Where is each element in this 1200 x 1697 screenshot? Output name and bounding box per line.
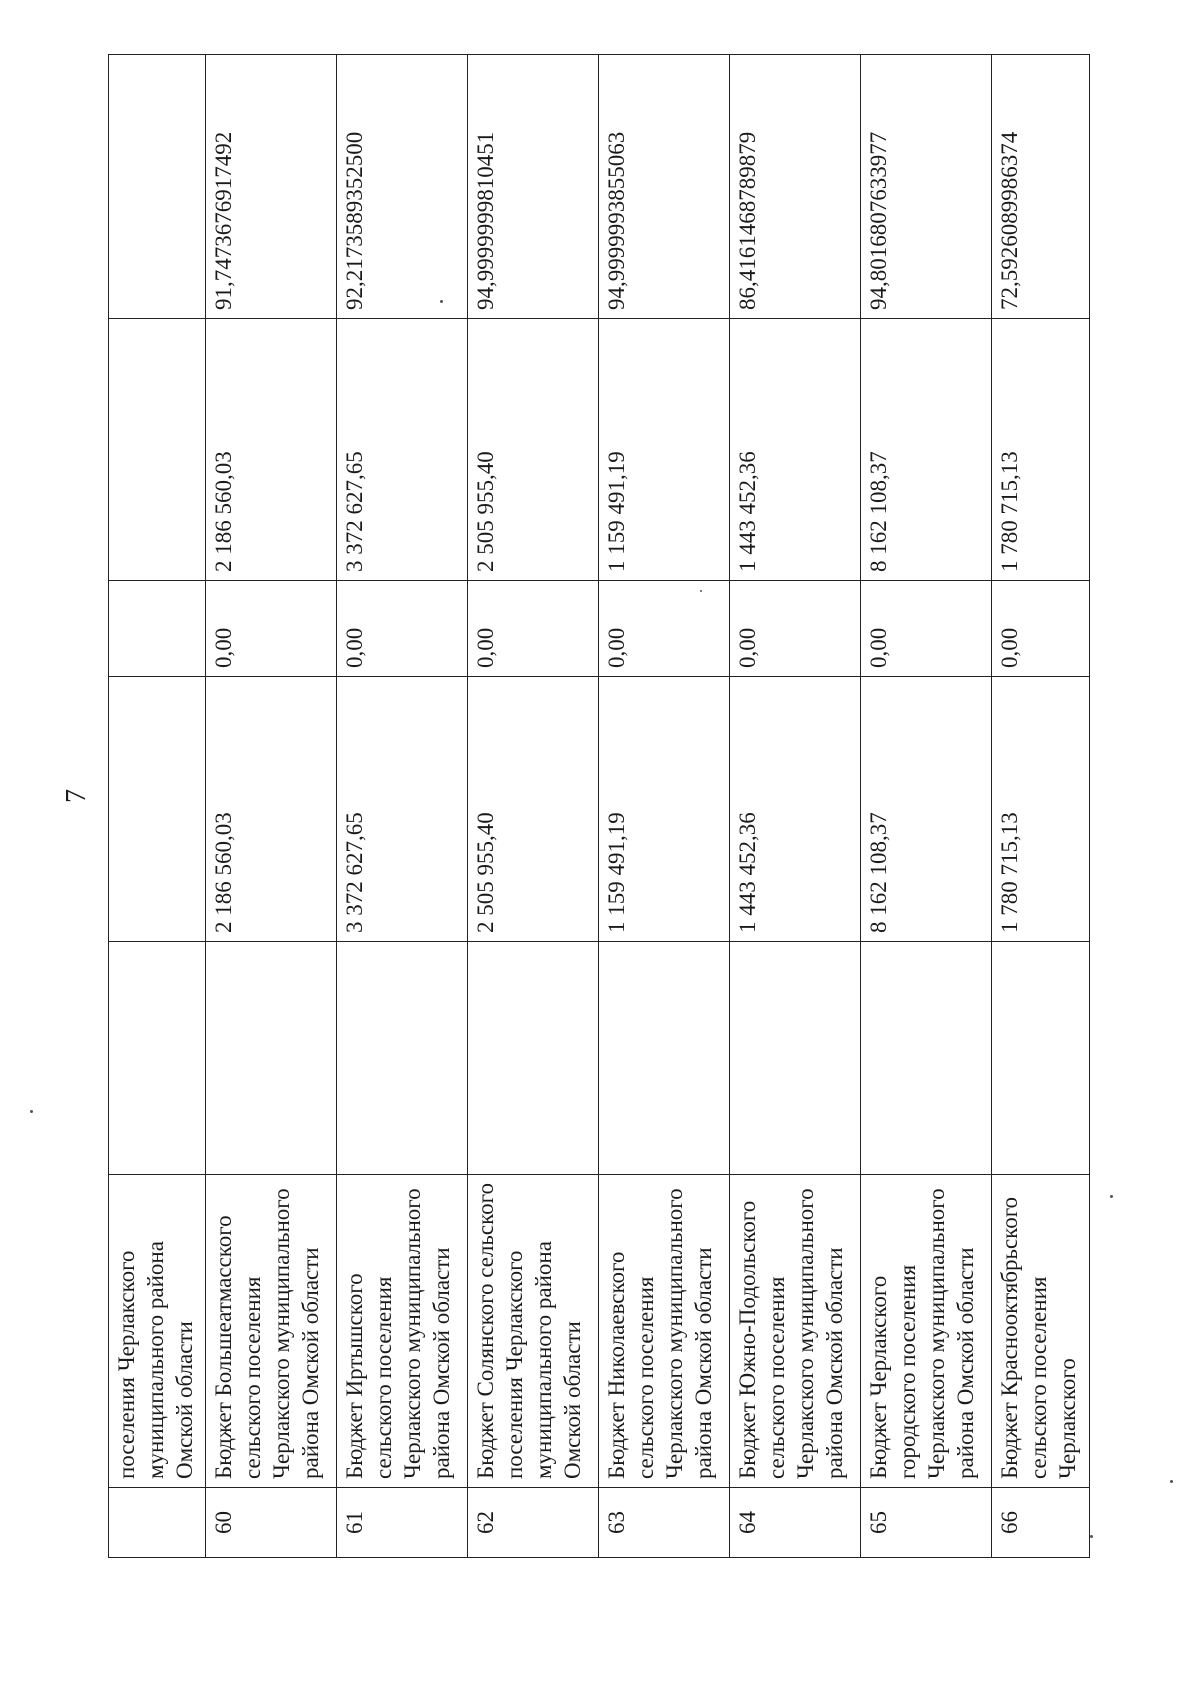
cell-empty xyxy=(730,942,861,1175)
cell-percent: 72,5926089986374 xyxy=(992,55,1090,319)
cell-total: 8 162 108,37 xyxy=(861,319,992,581)
cell-name: Бюджет Николаевского сельского поселения Черлакского муниципального района Омской области xyxy=(599,1175,730,1488)
table-row xyxy=(992,55,1090,1558)
cell-name: Бюджет Южно-Подольского сельского поселения Черлакского муниципального района Омской области xyxy=(730,1175,861,1488)
cell-empty xyxy=(861,942,992,1175)
cell-zero: 0,00 xyxy=(337,581,468,677)
cell-num: 62 xyxy=(468,1488,599,1558)
table-row xyxy=(206,55,337,1558)
cell-amount: 3 372 627,65 xyxy=(337,677,468,942)
table-row xyxy=(468,55,599,1558)
cell-name: Бюджет Краснооктябрьского сельского поселения Черлакского xyxy=(992,1175,1090,1488)
cell-num: 65 xyxy=(861,1488,992,1558)
table-row xyxy=(861,55,992,1558)
cell-num: 63 xyxy=(599,1488,730,1558)
cell-num: 64 xyxy=(730,1488,861,1558)
cell-amount: 1 443 452,36 xyxy=(730,677,861,942)
cell-zero: 0,00 xyxy=(468,581,599,677)
cell-num xyxy=(109,1488,206,1558)
cell-empty xyxy=(599,942,730,1175)
budget-table xyxy=(108,54,1090,1558)
scan-speck xyxy=(1090,1535,1093,1538)
cell-total: 1 780 715,13 xyxy=(992,319,1090,581)
cell-total: 1 159 491,19 xyxy=(599,319,730,581)
page-number: 7 xyxy=(61,789,92,803)
rotated-table-container xyxy=(108,55,1090,1558)
cell-percent: 92,2173589352500 xyxy=(337,55,468,319)
cell-total: 3 372 627,65 xyxy=(337,319,468,581)
cell-empty xyxy=(206,942,337,1175)
cell-zero: 0,00 xyxy=(861,581,992,677)
cell-percent: 91,7473676917492 xyxy=(206,55,337,319)
scan-speck xyxy=(700,590,702,592)
cell-total: 2 505 955,40 xyxy=(468,319,599,581)
table-row xyxy=(730,55,861,1558)
scan-speck xyxy=(440,300,443,303)
cell-empty xyxy=(992,942,1090,1175)
cell-percent: 86,4161468789879 xyxy=(730,55,861,319)
table-row-continuation xyxy=(109,55,206,1558)
table-row xyxy=(599,55,730,1558)
scan-speck xyxy=(1170,1480,1173,1483)
cell-name: Бюджет Иртышского сельского поселения Черлакского муниципального района Омской области xyxy=(337,1175,468,1488)
cell-total: 2 186 560,03 xyxy=(206,319,337,581)
cell-num: 60 xyxy=(206,1488,337,1558)
cell-num: 61 xyxy=(337,1488,468,1558)
cell-zero: 0,00 xyxy=(730,581,861,677)
table-row xyxy=(337,55,468,1558)
cell-total: 1 443 452,36 xyxy=(730,319,861,581)
cell-empty xyxy=(468,942,599,1175)
cell-zero: 0,00 xyxy=(599,581,730,677)
cell-amount: 2 186 560,03 xyxy=(206,677,337,942)
cell-name: поселения Черлакского муниципального района Омской области xyxy=(109,1175,206,1488)
cell-percent: 94,9999993855063 xyxy=(599,55,730,319)
scan-speck xyxy=(1110,1195,1113,1198)
cell-amount: 1 780 715,13 xyxy=(992,677,1090,942)
cell-name: Бюджет Черлакского городского поселения Черлакского муниципального района Омской области xyxy=(861,1175,992,1488)
cell-amount: 1 159 491,19 xyxy=(599,677,730,942)
cell-percent: 94,9999999810451 xyxy=(468,55,599,319)
cell-amount: 8 162 108,37 xyxy=(861,677,992,942)
cell-zero: 0,00 xyxy=(206,581,337,677)
cell-zero: 0,00 xyxy=(992,581,1090,677)
cell-amount: 2 505 955,40 xyxy=(468,677,599,942)
scan-speck xyxy=(30,1110,33,1113)
cell-percent: 94,8016807633977 xyxy=(861,55,992,319)
cell-num: 66 xyxy=(992,1488,1090,1558)
cell-empty xyxy=(337,942,468,1175)
cell-name: Бюджет Большеатмасского сельского поселения Черлакского муниципального района Омской области xyxy=(206,1175,337,1488)
cell-name: Бюджет Солянского сельского поселения Черлакского муниципального района Омской области xyxy=(468,1175,599,1488)
